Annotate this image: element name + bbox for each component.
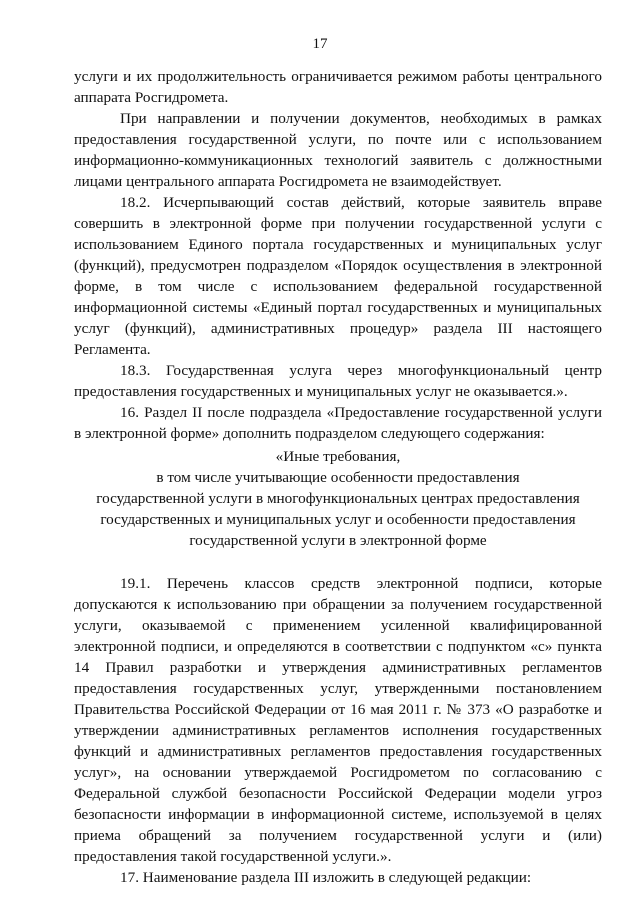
paragraph-17: 17. Наименование раздела III изложить в следующей редакции:: [120, 869, 532, 886]
heading-line: в том числе учитывающие особенности предоставления: [156, 469, 520, 486]
heading-line: государственной услуги в электронной форме: [189, 532, 487, 549]
paragraph-18-2: 18.2. Исчерпывающий состав действий, которые заявитель вправе совершить в электронной форме при получении государственной услуги с использованием Единого портала государственных и муниципальных услуг (функций), предусмотрен подразделом «Порядок осуществления в электронной форме, в том числе с использованием федеральной государственной информационной системы «Единый портал государственных и муниципальных услуг (функций), административных процедур» раздела III настоящего Регламента.: [74, 194, 602, 358]
heading-line: государственных и муниципальных услуг и особенности предоставления: [100, 511, 576, 528]
paragraph-16: 16. Раздел II после подраздела «Предоставление государственной услуги в электронной форме» дополнить подразделом следующего содержания:: [74, 404, 602, 442]
paragraph-documents-submission: При направлении и получении документов, необходимых в рамках предоставления государственной услуги, по почте или с использованием информационно-коммуникационных технологий заявитель с должностными лицами центрального аппарата Росгидромета не взаимодействует.: [74, 110, 602, 190]
paragraph-continuation: услуги и их продолжительность ограничивается режимом работы центрального аппарата Росгидромета.: [74, 68, 602, 106]
document-body: [74, 66, 602, 888]
paragraph-19-1: 19.1. Перечень классов средств электронной подписи, которые допускаются к использованию при обращении за получением государственной услуги, оказываемой с применением усиленной квалифицированной электронной подписи, и определяются в соответствии с подпунктом «с» пункта 14 Правил разработки и утверждения административных регламентов предоставления государственных услуг, утвержденными постановлением Правительства Российской Федерации от 16 мая 2011 г. № 373 «О разработке и утверждении административных регламентов исполнения государственных функций и административных регламентов предоставления государственных услуг», на основании утверждаемой Росгидрометом по согласованию с Федеральной службой безопасности Российской Федерации модели угроз безопасности информации в информационной системе, используемой в целях приема обращений за получением государственной услуги и (или) предоставления такой государственной услуги.».: [74, 575, 602, 865]
subsection-heading: [74, 446, 602, 551]
page-number: 17: [312, 36, 328, 52]
heading-line: «Иные требования,: [275, 448, 401, 465]
heading-line: государственной услуги в многофункциональных центрах предоставления: [96, 490, 580, 507]
paragraph-18-3: 18.3. Государственная услуга через многофункциональный центр предоставления государственных и муниципальных услуг не оказывается.».: [74, 362, 602, 400]
